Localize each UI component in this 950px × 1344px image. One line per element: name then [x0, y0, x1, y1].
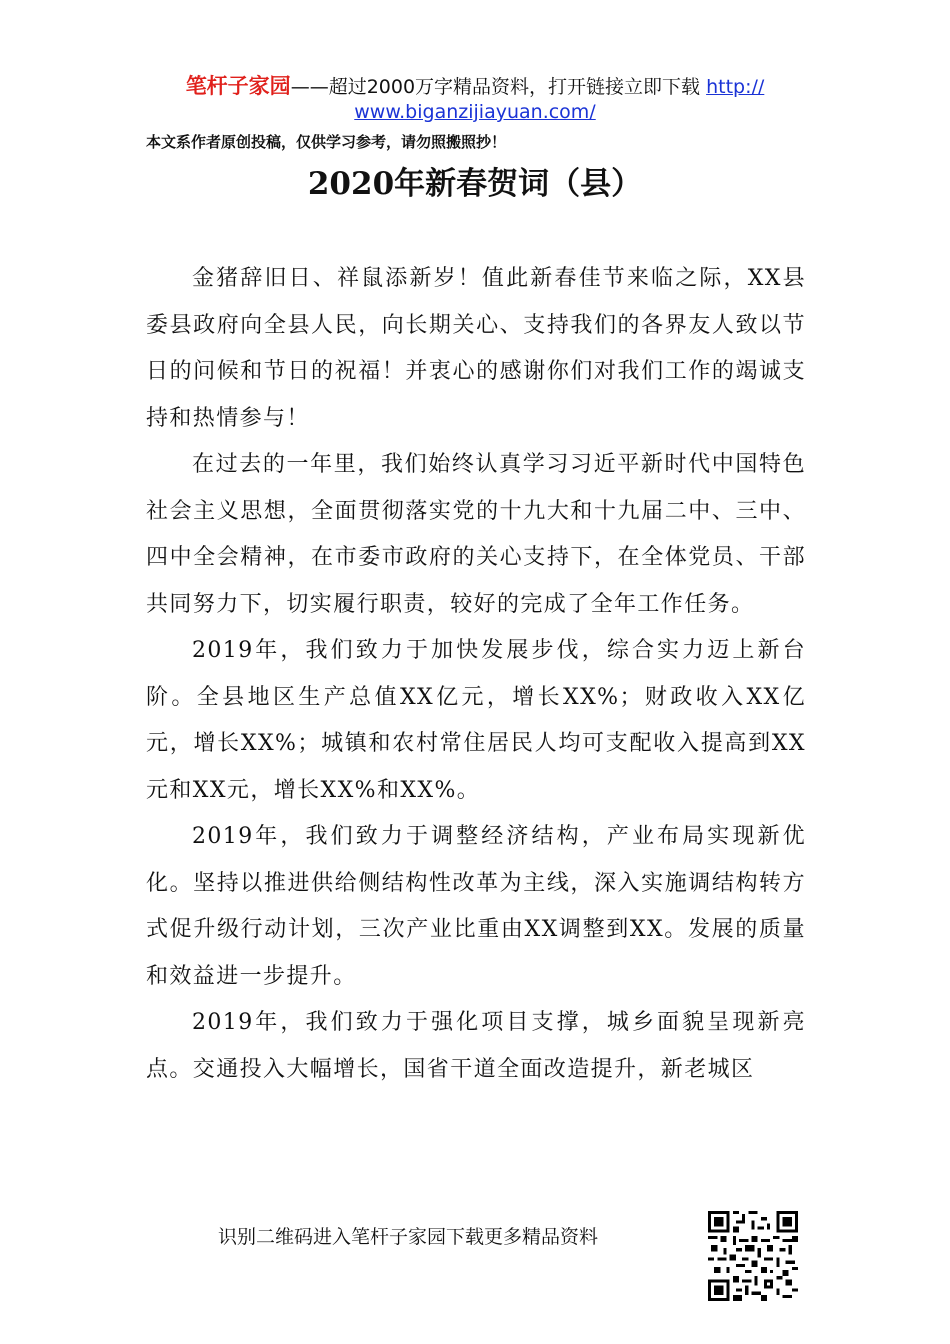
document-title: 2020年新春贺词（县） [307, 166, 643, 202]
paragraph: 2019年，我们致力于强化项目支撑，城乡面貌呈现新亮点。交通投入大幅增长，国省干道全面改造提升，新老城区 [146, 1010, 806, 1082]
footer-caption: 识别二维码进入笔杆子家园下载更多精品资料 [218, 1226, 599, 1248]
qr-code-icon[interactable] [708, 1211, 798, 1301]
copyright-notice: 本文系作者原创投稿，仅供学习参考，请勿照搬照抄！ [146, 133, 507, 151]
download-link-url[interactable]: www.biganzijiayuan.com/ [354, 101, 596, 123]
header-line-2 [0, 100, 950, 125]
document-body [146, 256, 806, 1093]
paragraph: 在过去的一年里，我们始终认真学习习近平新时代中国特色社会主义思想，全面贯彻落实党的十九大和十九届二中、三中、四中全会精神，在市委市政府的关心支持下，在全体党员、干部共同努力下，切实履行职责，较好的完成了全年工作任务。 [146, 452, 806, 617]
header-line-1 [0, 74, 950, 100]
download-link[interactable]: http:// [706, 76, 765, 98]
paragraph: 2019年，我们致力于调整经济结构，产业布局实现新优化。坚持以推进供给侧结构性改革为主线，深入实施调结构转方式促升级行动计划，三次产业比重由XX调整到XX。发展的质量和效益进一步提升。 [146, 824, 806, 989]
brand-name: 笔杆子家园 [185, 74, 291, 98]
site-header [0, 74, 950, 125]
paragraph: 2019年，我们致力于加快发展步伐，综合实力迈上新台阶。全县地区生产总值XX亿元，增长XX%；财政收入XX亿元，增长XX%；城镇和农村常住居民人均可支配收入提高到XX元和XX元，增长XX%和XX%。 [146, 638, 806, 803]
paragraph: 金猪辞旧日、祥鼠添新岁！值此新春佳节来临之际，XX县委县政府向全县人民，向长期关心、支持我们的各界友人致以节日的问候和节日的祝福！并衷心的感谢你们对我们工作的竭诚支持和热情参与！ [146, 266, 806, 431]
header-tagline: ——超过2000万字精品资料，打开链接立即下载 [290, 76, 701, 98]
